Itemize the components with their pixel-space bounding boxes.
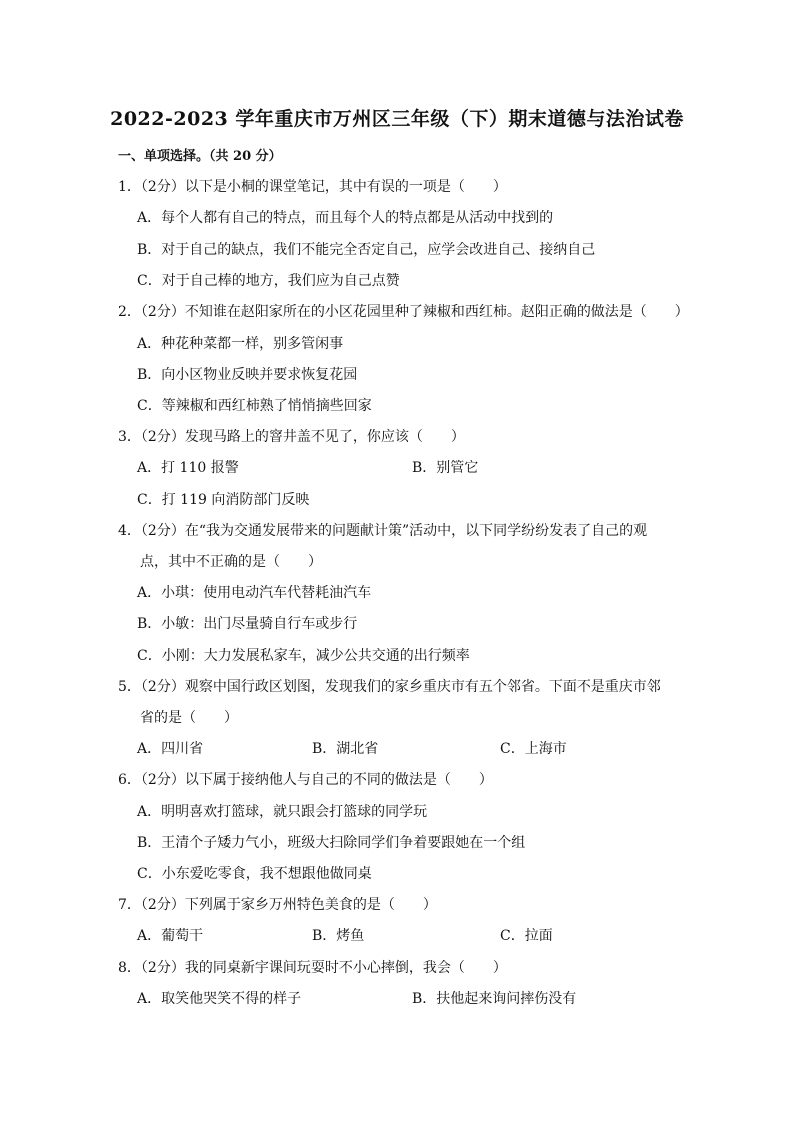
question-6-option-c[interactable]: C．小东爱吃零食，我不想跟他做同桌 [137, 866, 372, 882]
question-6-option-b[interactable]: B．王清个子矮力气小，班级大扫除同学们争着要跟她在一个组 [137, 835, 526, 851]
question-7-option-c[interactable]: C．拉面 [500, 928, 553, 944]
question-5-stem: 5．（2分）观察中国行政区划图，发现我们的家乡重庆市有五个邻省。下面不是重庆市邻 [118, 679, 661, 695]
page-title: 2022-2023 学年重庆市万州区三年级（下）期末道德与法治试卷 [110, 108, 684, 130]
question-4-option-c[interactable]: C．小刚：大力发展私家车，减少公共交通的出行频率 [137, 648, 470, 664]
question-1-stem: 1．（2分）以下是小桐的课堂笔记，其中有误的一项是（ ） [118, 179, 507, 195]
question-8-option-a[interactable]: A．取笑他哭笑不得的样子 [137, 991, 302, 1007]
question-5-option-a[interactable]: A．四川省 [137, 741, 204, 757]
question-3-option-a[interactable]: A．打 110 报警 [137, 460, 239, 476]
question-2-option-b[interactable]: B．向小区物业反映并要求恢复花园 [137, 367, 358, 383]
question-6-stem: 6．（2分）以下属于接纳他人与自己的不同的做法是（ ） [118, 772, 493, 788]
question-3-option-c[interactable]: C．打 119 向消防部门反映 [137, 492, 310, 508]
question-8-option-b[interactable]: B．扶他起来询问摔伤没有 [412, 991, 577, 1007]
question-7-option-a[interactable]: A．葡萄干 [137, 928, 204, 944]
question-3-option-b[interactable]: B．别管它 [412, 460, 479, 476]
question-5-option-c[interactable]: C．上海市 [500, 741, 567, 757]
question-6-option-a[interactable]: A．明明喜欢打篮球，就只跟会打篮球的同学玩 [137, 804, 428, 820]
question-5-stem-continued: 省的是（ ） [140, 710, 238, 726]
question-4-stem-continued: 点，其中不正确的是（ ） [140, 554, 322, 570]
question-8-stem: 8．（2分）我的同桌新宇课间玩耍时不小心摔倒，我会（ ） [118, 960, 507, 976]
question-7-stem: 7．（2分）下列属于家乡万州特色美食的是（ ） [118, 897, 437, 913]
question-2-stem: 2．（2分）不知谁在赵阳家所在的小区花园里种了辣椒和西红柿。赵阳正确的做法是（ ） [118, 304, 689, 320]
question-5-option-b[interactable]: B．湖北省 [312, 741, 379, 757]
section-heading: 一、单项选择。（共 20 分） [118, 149, 282, 164]
question-1-option-b[interactable]: B．对于自己的缺点，我们不能完全否定自己，应学会改进自己、接纳自己 [137, 242, 596, 258]
question-2-option-a[interactable]: A．种花种菜都一样，别多管闲事 [137, 336, 344, 352]
question-1-option-a[interactable]: A．每个人都有自己的特点，而且每个人的特点都是从活动中找到的 [137, 210, 554, 226]
question-1-option-c[interactable]: C．对于自己棒的地方，我们应为自己点赞 [137, 273, 400, 289]
question-3-stem: 3．（2分）发现马路上的窨井盖不见了，你应该（ ） [118, 429, 465, 445]
question-7-option-b[interactable]: B．烤鱼 [312, 928, 365, 944]
question-4-option-b[interactable]: B．小敏：出门尽量骑自行车或步行 [137, 616, 358, 632]
question-4-stem: 4．（2分）在“我为交通发展带来的问题献计策”活动中，以下同学纷纷发表了自己的观 [118, 523, 648, 539]
question-2-option-c[interactable]: C．等辣椒和西红柿熟了悄悄摘些回家 [137, 398, 372, 414]
question-4-option-a[interactable]: A．小琪：使用电动汽车代替耗油汽车 [137, 585, 372, 601]
